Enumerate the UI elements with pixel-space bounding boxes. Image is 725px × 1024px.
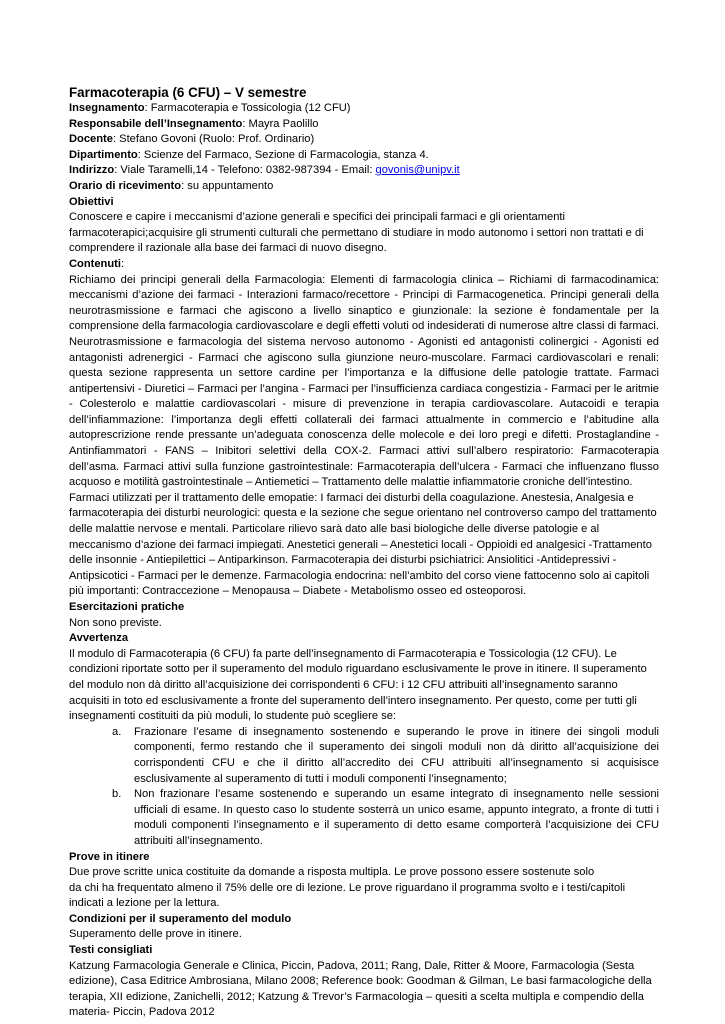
esercitazioni-heading: Esercitazioni pratiche: [69, 601, 185, 613]
testi-text: Katzung Farmacologia Generale e Clinica, Piccin, Padova, 2011; Rang, Dale, Ritter & Moore, Farmacologia (Sesta edizione), Casa Editrice Ambrosiana, Milano 2008; Reference book: Goodman & Gilman, Le basi farmacologiche della terapia, XII edizione, Zanichelli, 2012; Katzung & Trevor’s Farmacologia – quesiti a scelta multipla e compendio della materia- Piccin, Padova 2012: [69, 959, 652, 1019]
email-link[interactable]: govonis@unipv.it: [375, 164, 460, 177]
contenuti-paragraph-1: Richiamo dei principi generali della Farmacologia: Elementi di farmacologia clinica – Richiami di farmacodinamica: meccanismi d’azione dei farmaci - Interazioni farmaco/recettore - Principi di Farmacogenetica. Principi generali della neurotrasmissione e farmaci che agiscono a livello sinaptico e giunzionale: la sezione è fondamentale per la comprensione della farmacologia cardiovascolare e degli effetti voluti od indesiderati di numerose altre classi di farmaci. Neurotrasmissione e farmacologia del sistema nervoso autonomo - Agonisti ed antagonisti colinergici - Agonisti ed antagonisti adrenergici - Farmaci che agiscono sulla giunzione neuro-muscolare. Farmaci cardiovascolari e renali: questa sezione rappresenta un settore cardine per l’importanza e la diffusione delle patologie trattate. Farmaci antipertensivi - Diuretici – Farmaci per l’angina - Farmaci per l’insufficienza cardiaca congestizia - Farmaci per le aritmie - Colesterolo e malattie cardiovascolari - misure di prevenzione in terapia cardiovascolare. Autacoidi e terapia dell’infiammazione: l’importanza degli effetti collaterali dei farmaci attualmente in commercio e l’abitudine alla autoprescrizione rende pressante un’adeguata conoscenza delle molecole e dei loro pregi e difetti. Prostaglandine - Antinfiammatori - FANS – Inibitori selettivi della COX-2. Farmaci attivi sull’albero respiratorio: Farmacoterapia dell’asma. Farmaci attivi sulla funzione gastrointestinale: Farmacoterapia dell’ulcera - Farmaci che influenzano flusso acquoso e motilità gastrointestinale – Antiemetici – Trattamento delle malattie infiammatorie croniche dell’intestino.: [69, 273, 659, 489]
page-title: Farmacoterapia (6 CFU) – V semestre: [69, 85, 307, 100]
list-marker: b.: [112, 788, 122, 801]
esercitazioni-text: Non sono previste.: [69, 616, 162, 629]
info-label: Docente: [69, 133, 113, 146]
contenuti-heading: Contenuti: [69, 257, 121, 270]
obiettivi-heading: Obiettivi: [69, 195, 114, 208]
contenuti-heading-suffix: :: [120, 257, 125, 270]
avvertenza-options: [69, 725, 659, 850]
info-value: : Scienze del Farmaco, Sezione di Farmacologia, stanza 4.: [137, 148, 429, 161]
condizioni-heading: Condizioni per il superamento del modulo: [69, 912, 292, 925]
info-label: Orario di ricevimento: [69, 179, 182, 192]
avvertenza-text: Il modulo di Farmacoterapia (6 CFU) fa parte dell’insegnamento di Farmacoterapia e Tossicologia (12 CFU). Le condizioni riportate sotto per il superamento del modulo riguardano esclusivamente le prove in itinere. Il superamento del modulo non dà diritto all’acquisizione dei corrispondenti 6 CFU: i 12 CFU attribuiti all’insegnamento saranno acquisiti in toto ed esclusivamente a fronte del superamento dell’intero insegnamento. Per questo, come per tutti gli insegnamenti costituiti da più moduli, lo studente può scegliere se:: [69, 647, 647, 723]
condizioni-text: Superamento delle prove in itinere.: [69, 928, 242, 941]
contenuti-heading-line: [69, 257, 659, 273]
info-docente: [69, 132, 659, 148]
info-value: : Stefano Govoni (Ruolo: Prof. Ordinario): [112, 133, 315, 146]
testi-heading: Testi consigliati: [69, 944, 153, 957]
avvertenza-heading: Avvertenza: [69, 632, 129, 645]
info-value: : Mayra Paolillo: [242, 117, 319, 130]
info-label: Responsabile dell’Insegnamento: [69, 117, 243, 130]
prove-heading: Prove in itinere: [69, 850, 150, 863]
info-label: Insegnamento: [69, 102, 145, 114]
info-orario: [69, 179, 659, 195]
obiettivi-text: Conoscere e capire i meccanismi d’azione generali e specifici dei principali farmaci e gli orientamenti farmacoterapici;acquisire gli strumenti culturali che permettano di studiare in modo autonomo i settori non trattati e di comprendere il razionale alla base dei farmaci di nuovo disegno.: [69, 211, 644, 255]
list-marker: a.: [112, 725, 122, 738]
info-insegnamento: [69, 101, 659, 117]
info-indirizzo: [69, 163, 659, 179]
list-item-text: Frazionare l’esame di insegnamento sostenendo e superando le prove in itinere dei singoli moduli componenti, fermo restando che il superamento dei singoli moduli non dà diritto all’acquisizione dei corrispondenti CFU e che il diritto all’accredito dei CFU attribuiti all’insegnamento si acquisisce esclusivamente al superamento di tutti i moduli componenti l’insegnamento;: [134, 725, 659, 785]
info-label: Indirizzo: [69, 164, 115, 177]
prove-text: da chi ha frequentato almeno il 75% delle ore di lezione. Le prove riguardano il programma svolto e i testi/capitoli indicati a lezione per la lettura.: [69, 881, 626, 910]
contenuti-paragraph-2: Farmaci utilizzati per il trattamento delle emopatie: I farmaci dei disturbi della coagulazione. Anestesia, Analgesia e farmacoterapia dei disturbi neurologici: questa e la sezione che segue orientano nel controverso campo del trattamento delle malattie nervose e mentali. Particolare rilievo sarà dato alle basi biologiche delle diverse patologie e al meccanismo d’azione dei farmaci impiegati. Anestetici generali – Anestetici locali - Oppioidi ed analgesici -Trattamento delle insonnie - Antiepilettici – Antiparkinson. Farmacoterapia dei disturbi psichiatrici: Ansiolitici -Antidepressivi - Antipsicotici - Farmaci per le demenze. Farmacologia endocrina: nell’ambito del corso viene fattocenno solo ai capitoli più importanti: Contraccezione – Menopausa – Diabete - Metabolismo osseo ed osteoporosi.: [69, 491, 657, 598]
list-item: [112, 787, 659, 849]
prove-first-line: Due prove scritte unica costituite da domande a risposta multipla. Le prove possono essere sostenute solo: [69, 866, 595, 879]
info-responsabile: [69, 117, 659, 133]
info-value: : Viale Taramelli,14 - Telefono: 0382-987394 - Email:: [114, 164, 376, 177]
document-page: [69, 84, 659, 1021]
info-label: Dipartimento: [69, 148, 138, 161]
list-item-text: Non frazionare l’esame sostenendo e superando un esame integrato di insegnamento nelle sessioni ufficiali di esame. In questo caso lo studente sosterrà un unico esame, appunto integrato, a fronte di tutti i moduli componenti l’insegnamento e il superamento di detto esame comporterà l’acquisizione dei CFU attribuiti all’insegnamento.: [134, 788, 659, 847]
list-item: [112, 725, 659, 787]
info-dipartimento: [69, 148, 659, 164]
info-value: : Farmacoterapia e Tossicologia (12 CFU): [144, 102, 351, 114]
info-value: : su appuntamento: [181, 179, 274, 192]
